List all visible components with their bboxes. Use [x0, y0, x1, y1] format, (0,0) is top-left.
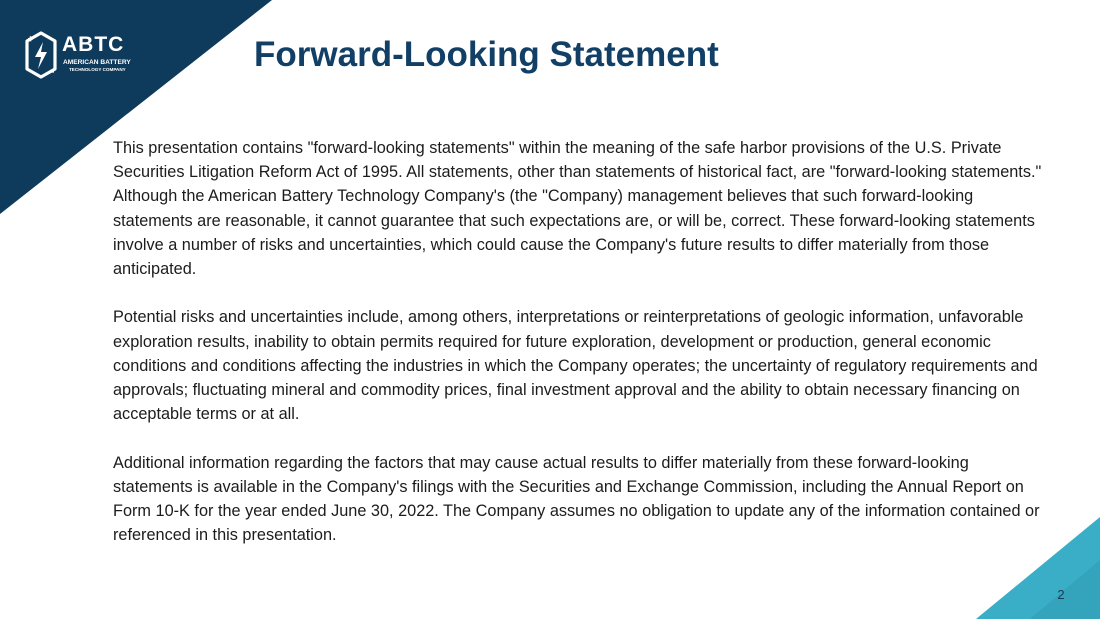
logo-abbreviation: ABTC — [62, 33, 125, 56]
logo-company-name-line2: TECHNOLOGY COMPANY — [69, 67, 126, 72]
page-number: 2 — [1057, 587, 1065, 602]
body-paragraph-2: Potential risks and uncertainties include, among others, interpretations or reinterpretations of geologic information, unfavorable exploration results, inability to obtain permits required for future exploration, development or production, general economic conditions and conditions affecting the industries in which the Company operates; the uncertainty of regulatory requirements and approvals; fluctuating mineral and commodity prices, final investment approval and the ability to obtain necessary financing on acceptable terms or at all. — [113, 308, 1038, 424]
body-paragraph-3: Additional information regarding the factors that may cause actual results to differ materially from these forward-looking statements is available in the Company's filings with the Securities and Exchange Commission, including the Annual Report on Form 10-K for the year ended June 30, 2022. The Company assumes no obligation to update any of the information contained or referenced in this presentation. — [113, 453, 1040, 545]
battery-hexagon-logo-icon — [24, 30, 58, 82]
slide-body — [113, 136, 1043, 572]
company-logo — [24, 30, 154, 82]
logo-company-name-line1: AMERICAN BATTERY — [63, 59, 131, 66]
slide-title: Forward-Looking Statement — [254, 35, 719, 74]
body-paragraph-1: This presentation contains "forward-looking statements" within the meaning of the safe harbor provisions of the U.S. Private Securities Litigation Reform Act of 1995. All statements, other than statements of historical fact, are "forward-looking statements." Although the American Battery Technology Company's (the "Company) management believes that such forward-looking statements are reasonable, it cannot guarantee that such expectations are, or will be, correct. These forward-looking statements involve a number of risks and uncertainties, which could cause the Company's future results to differ materially from those anticipated. — [113, 139, 1042, 279]
